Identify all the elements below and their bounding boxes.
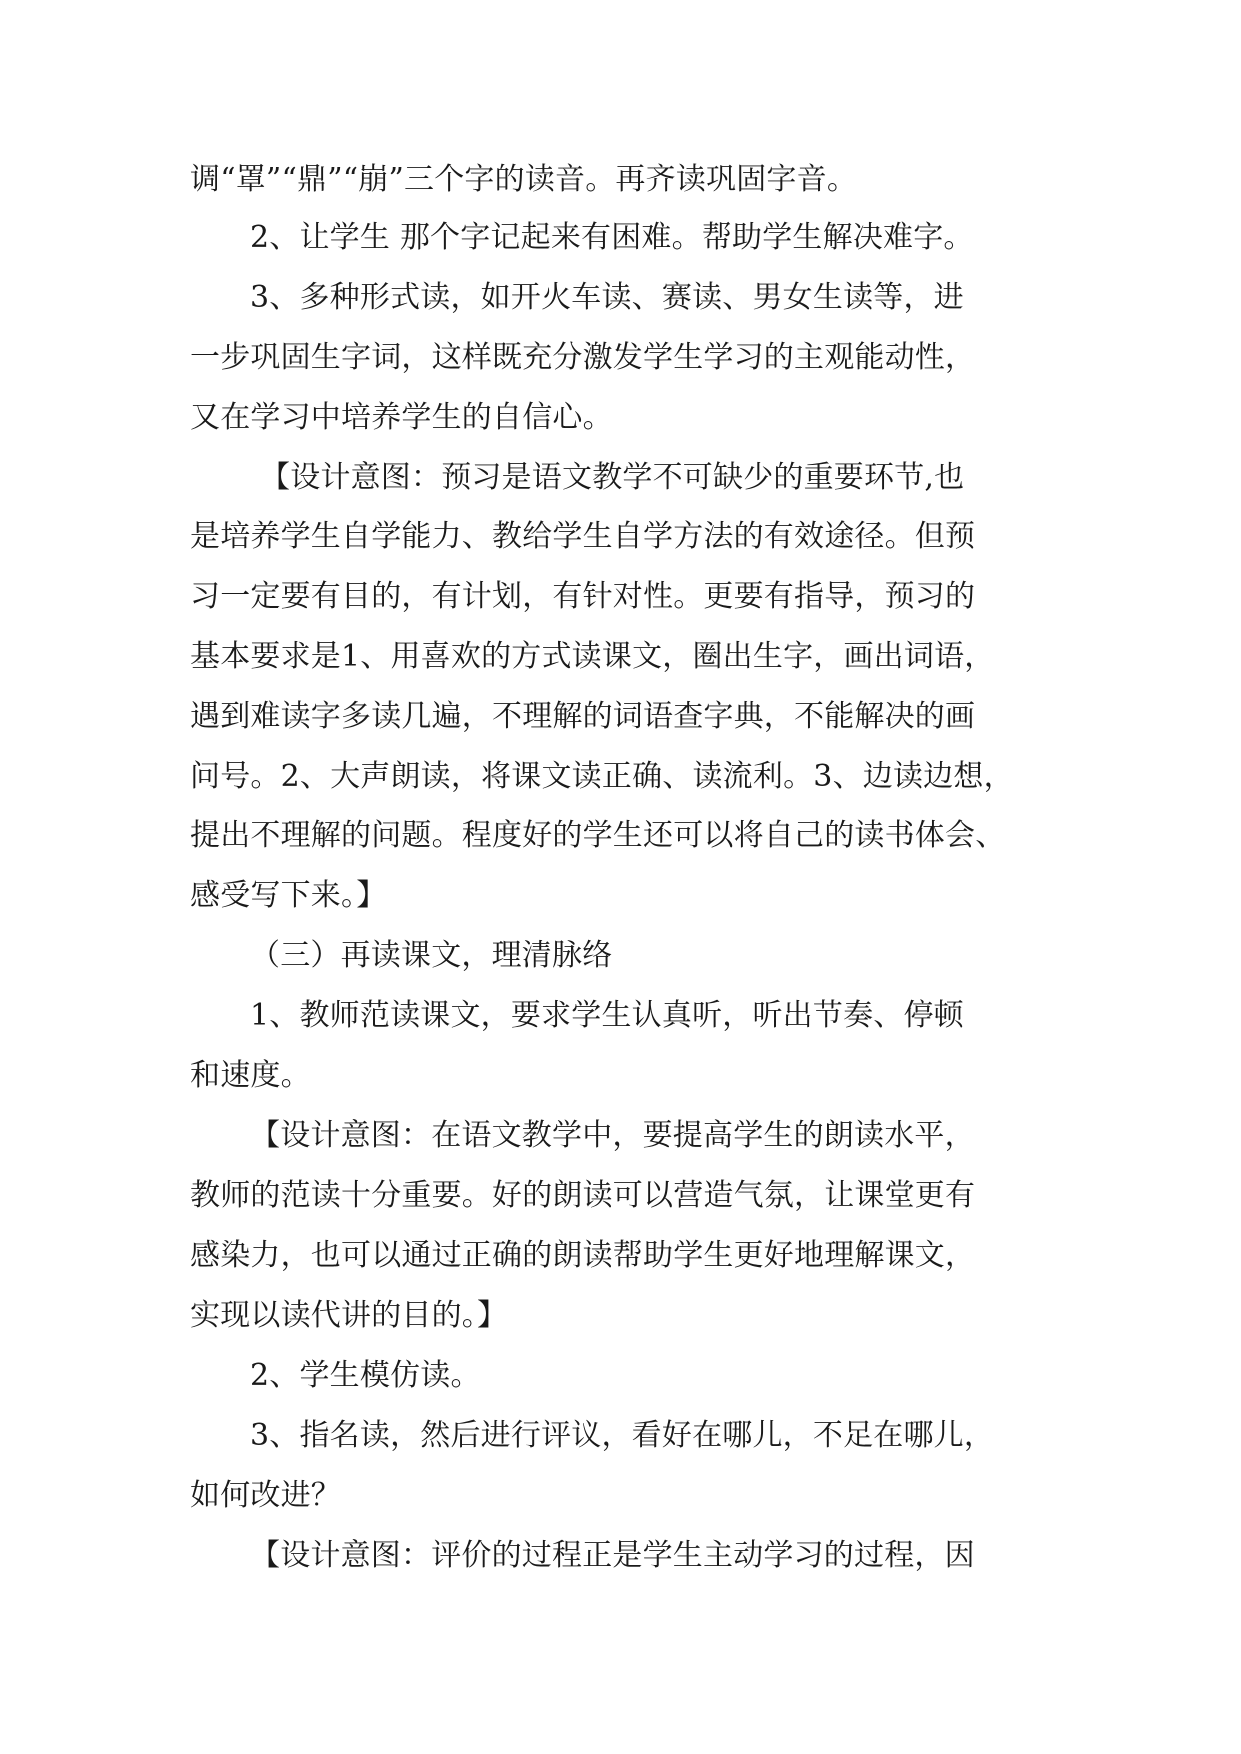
text-line: 2、让学生 那个字记起来有困难。帮助学生解决难字。 (250, 220, 974, 255)
text-line: 提出不理解的问题。程度好的学生还可以将自己的读书体会、 (190, 818, 1006, 853)
text-line: 遇到难读字多读几遍，不理解的词语查字典，不能解决的画 (190, 699, 976, 734)
text-line: 又在学习中培养学生的自信心。 (190, 400, 613, 435)
text-line: 实现以读代讲的目的。】 (190, 1298, 508, 1333)
text-line: 【设计意图：评价的过程正是学生主动学习的过程，因 (250, 1538, 975, 1573)
text-line: 和速度。 (190, 1058, 311, 1093)
text-line: 问号。2、大声朗读，将课文读正确、读流利。3、边读边想， (190, 759, 1014, 794)
text-line: 教师的范读十分重要。好的朗读可以营造气氛，让课堂更有 (190, 1178, 976, 1213)
text-line: 调“罩”“鼎”“崩”三个字的读音。再齐读巩固字音。 (190, 162, 858, 197)
text-line: 一步巩固生字词，这样既充分激发学生学习的主观能动性， (190, 340, 976, 375)
text-line: 【设计意图：预习是语文教学不可缺少的重要环节,也 (260, 460, 965, 495)
text-line: 习一定要有目的，有计划，有针对性。更要有指导，预习的 (190, 579, 976, 614)
text-line: 2、学生模仿读。 (250, 1358, 481, 1393)
text-line: 【设计意图：在语文教学中，要提高学生的朗读水平， (250, 1118, 975, 1153)
text-line: 是培养学生自学能力、教给学生自学方法的有效途径。但预 (190, 519, 976, 554)
text-line: 如何改进？ (190, 1478, 341, 1513)
text-line: 基本要求是1、用喜欢的方式读课文，圈出生字，画出词语， (190, 639, 995, 674)
text-line: 3、多种形式读，如开火车读、赛读、男女生读等，进 (250, 280, 964, 315)
text-line: 感受写下来。】 (190, 878, 387, 913)
text-line: 3、指名读，然后进行评议，看好在哪儿，不足在哪儿， (250, 1418, 995, 1453)
text-line: 1、教师范读课文，要求学生认真听，听出节奏、停顿 (250, 998, 964, 1033)
section-heading: （三）再读课文，理清脉络 (250, 938, 613, 973)
text-line: 感染力，也可以通过正确的朗读帮助学生更好地理解课文， (190, 1238, 976, 1273)
